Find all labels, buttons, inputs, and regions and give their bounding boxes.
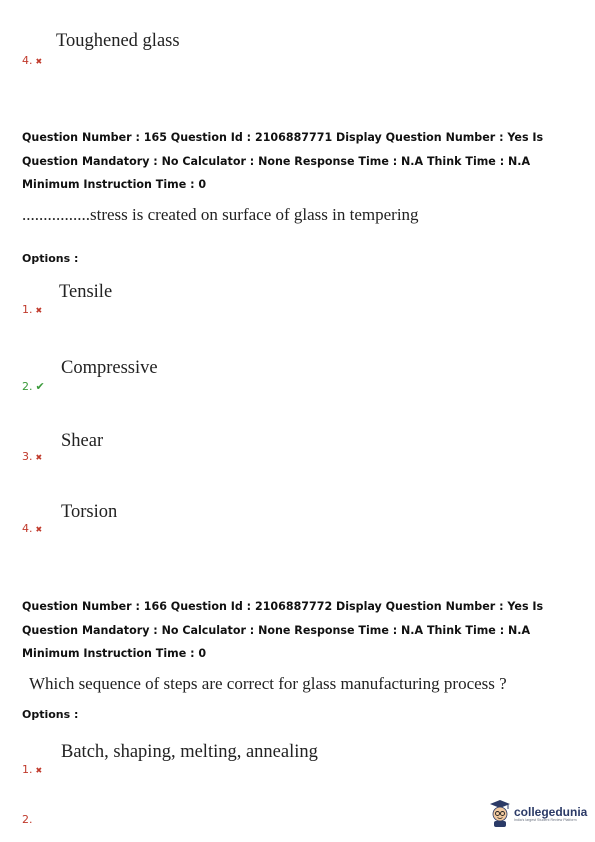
logo-wordmark: collegedunia: [514, 804, 588, 819]
option-text: Compressive: [61, 358, 158, 378]
option-text: Toughened glass: [56, 31, 180, 51]
question-text: ................stress is created on surface of glass in tempering: [22, 205, 419, 224]
question-meta: Question Number : 165 Question Id : 2106887771 Display Question Number : Yes Is Question Mandatory : No Calculator : None Response Time : N.A Think Time : N.A Minimum Instruction Time : 0: [22, 131, 544, 191]
option-text: Tensile: [59, 282, 113, 302]
option-number: 3. ✖: [22, 450, 43, 463]
question-text: Which sequence of steps are correct for glass manufacturing process ?: [29, 674, 507, 693]
option-number: 4. ✖: [22, 54, 43, 67]
option-number: 2. ✔: [22, 380, 45, 393]
options-label: Options :: [22, 252, 79, 265]
option-number: 4. ✖: [22, 522, 43, 535]
option-number: 2.: [22, 813, 33, 826]
logo-tagline: India's largest Student Review Platform: [514, 817, 577, 822]
options-label: Options :: [22, 708, 79, 721]
cross-icon: ✖: [35, 525, 43, 534]
cross-icon: ✖: [35, 57, 43, 66]
option-text: Torsion: [61, 502, 118, 522]
cross-icon: ✖: [35, 453, 43, 462]
cross-icon: ✖: [35, 306, 43, 315]
checkmark-icon: ✔: [35, 380, 45, 393]
option-text: Batch, shaping, melting, annealing: [61, 742, 318, 762]
option-text: Shear: [61, 431, 104, 451]
question-meta: Question Number : 166 Question Id : 2106887772 Display Question Number : Yes Is Question Mandatory : No Calculator : None Response Time : N.A Think Time : N.A Minimum Instruction Time : 0: [22, 600, 544, 660]
option-number: 1. ✖: [22, 763, 43, 776]
student-mascot-icon: [489, 799, 511, 827]
collegedunia-logo: [489, 799, 587, 827]
option-number: 1. ✖: [22, 303, 43, 316]
cross-icon: ✖: [35, 766, 43, 775]
